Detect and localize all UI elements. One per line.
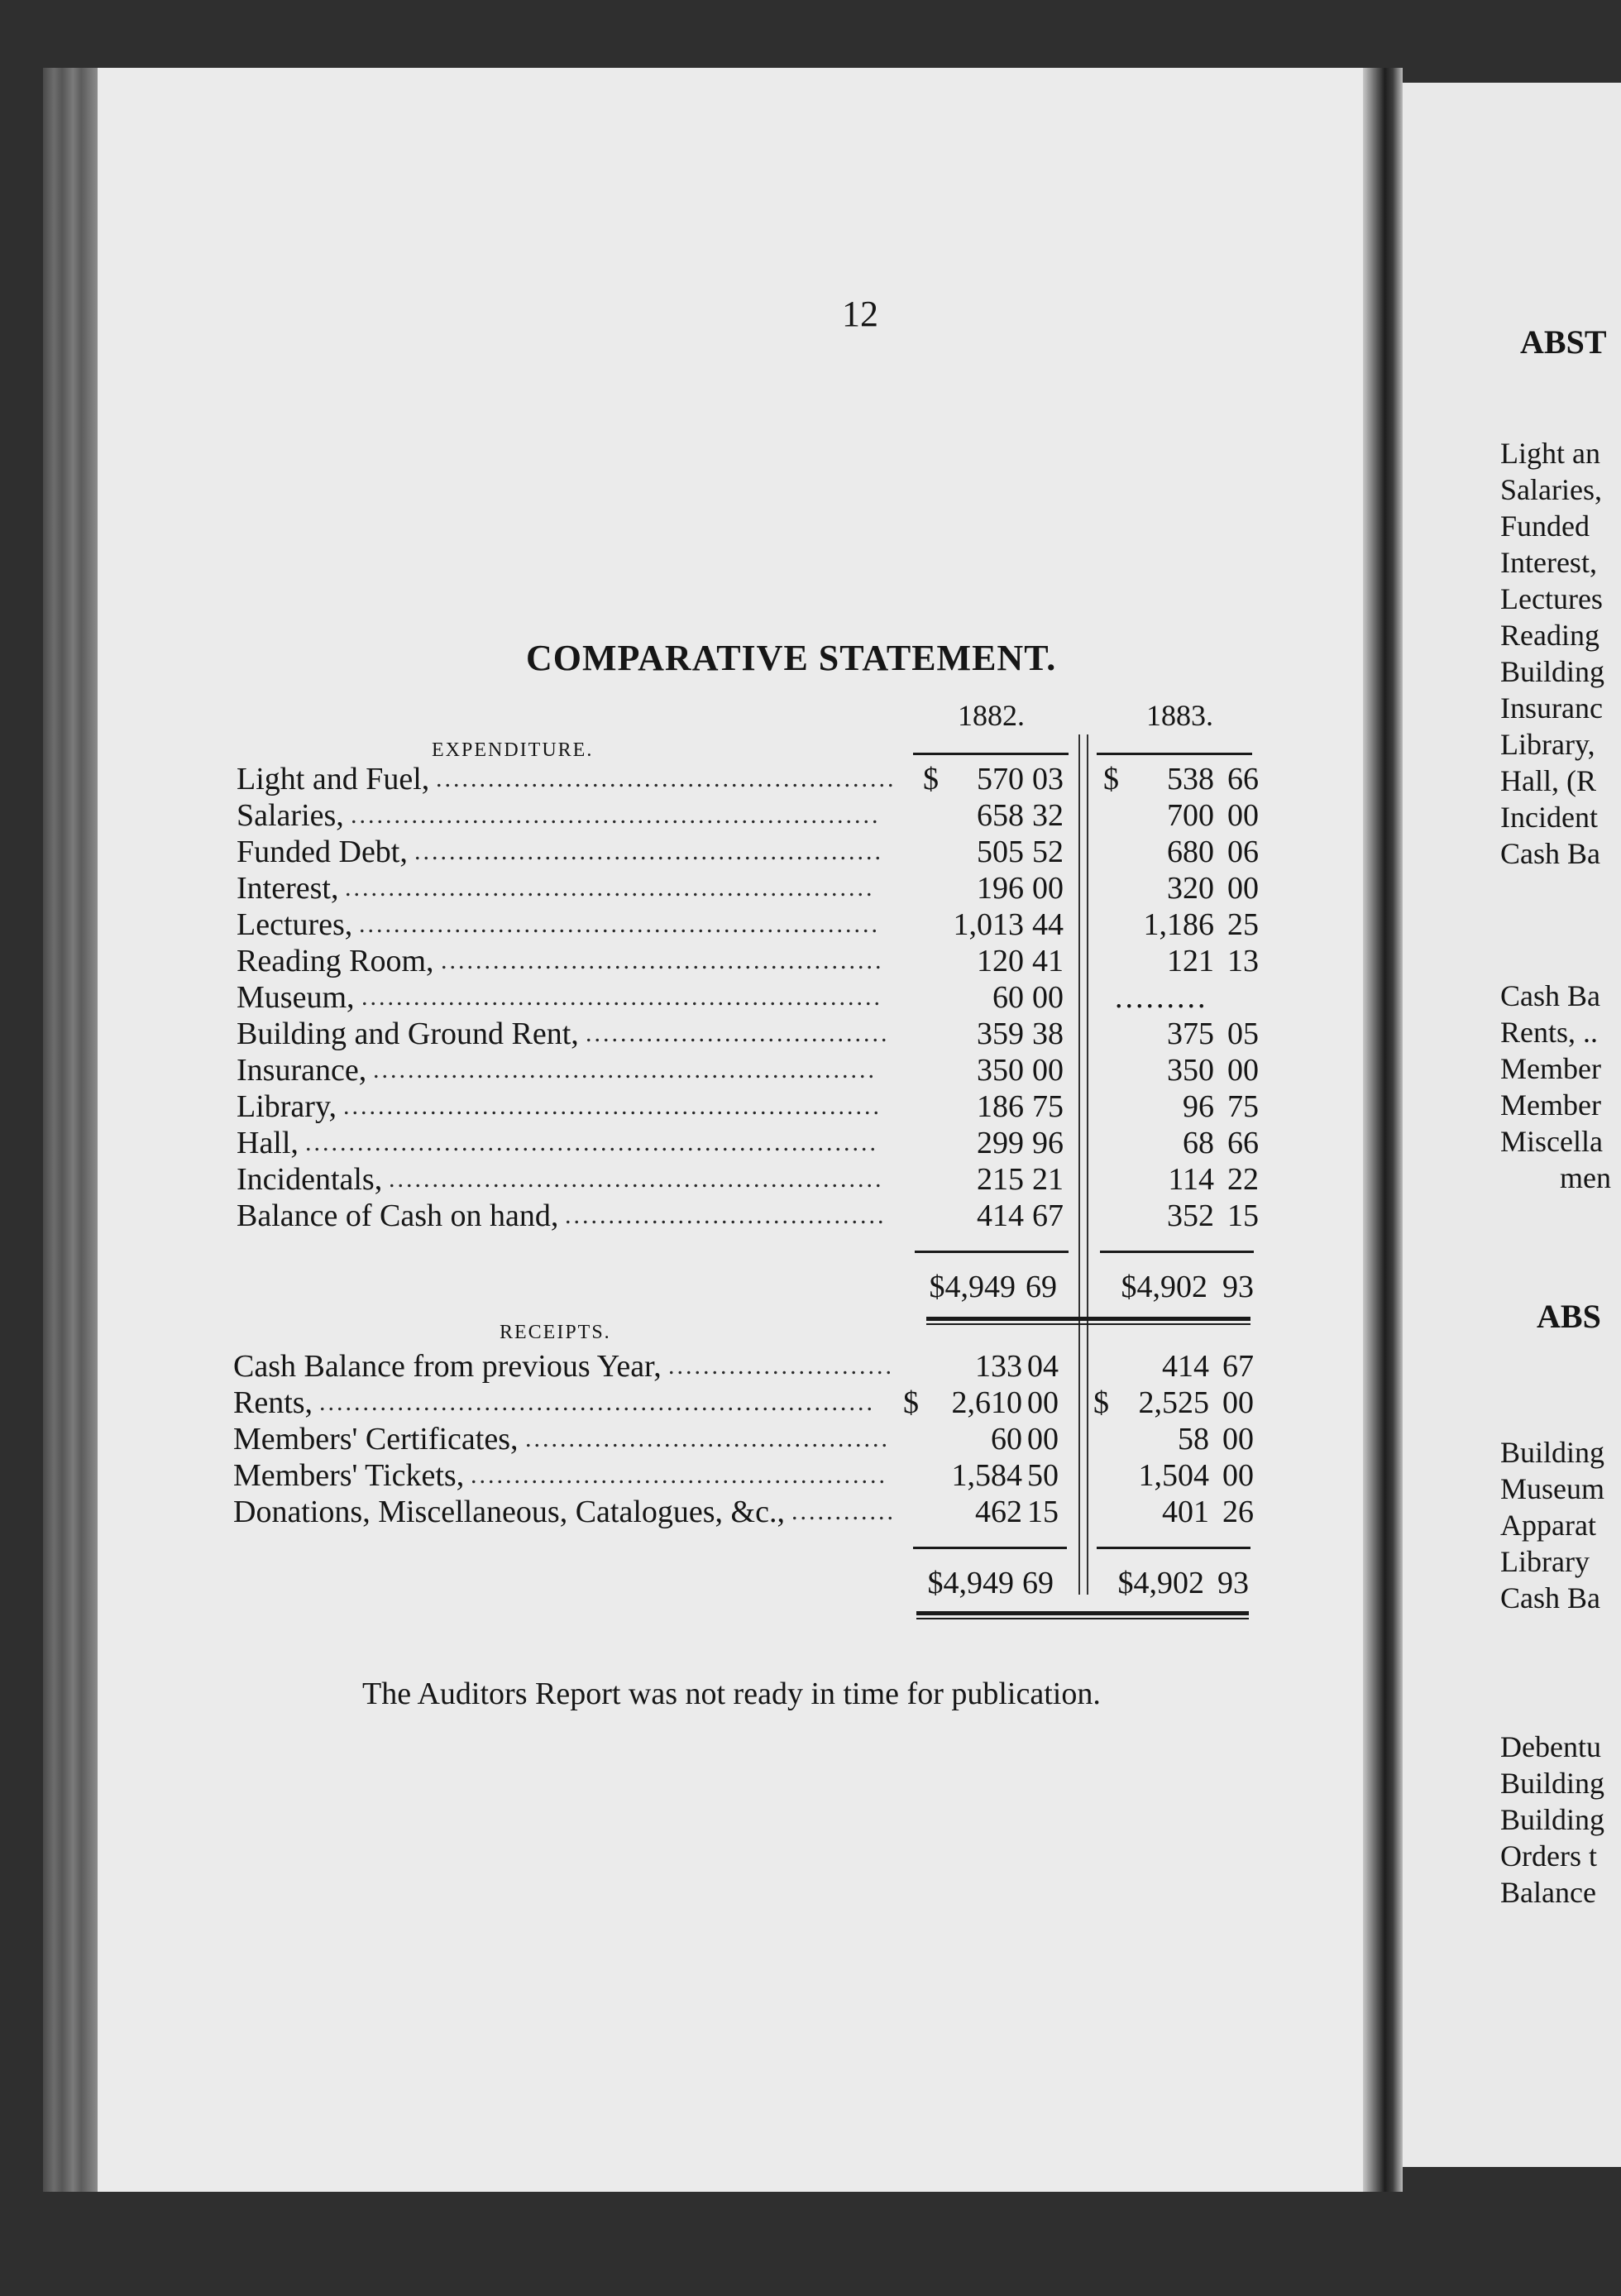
- expenditure-row-label: Reading Room,: [237, 944, 434, 978]
- exp-total-1883-cents: 93: [1222, 1270, 1254, 1304]
- leader-dots: ..................................................................: [305, 1129, 878, 1156]
- receipts-heading: RECEIPTS.: [500, 1322, 611, 1343]
- right-page-line: Building: [1500, 1767, 1605, 1800]
- amount-1882-dollars: 60: [991, 1422, 1022, 1457]
- leader-dots: ............: [791, 1498, 896, 1525]
- year-1883-header: 1883.: [1146, 699, 1213, 732]
- amount-1882-cents: 32: [1032, 798, 1064, 833]
- amount-1882-dollars: 359: [977, 1016, 1024, 1051]
- amount-1882-cents: 21: [1032, 1162, 1064, 1197]
- amount-1883-cents: 00: [1222, 1385, 1254, 1420]
- right-page-partial: [1403, 83, 1621, 2167]
- rec-total-1883-cents: 93: [1217, 1566, 1249, 1600]
- receipts-row: [98, 1421, 1363, 1457]
- leader-dots: ............................................................: [359, 911, 880, 938]
- right-page-line: Orders t: [1500, 1839, 1597, 1873]
- receipts-row-label: Members' Tickets,: [233, 1458, 465, 1493]
- amount-1882-dollars: 462: [975, 1495, 1022, 1529]
- leader-dots: ................................................: [471, 1461, 887, 1489]
- expenditure-row-label: Library,: [237, 1089, 337, 1124]
- exp-total-double-rule: [926, 1317, 1250, 1321]
- amount-1883-dollars: 2,525: [1138, 1385, 1209, 1420]
- left-page: [98, 68, 1363, 2192]
- dollar-sign-1883: $: [1103, 762, 1119, 796]
- expenditure-row: [98, 1161, 1363, 1198]
- amount-1882-cents: 00: [1027, 1385, 1059, 1420]
- receipts-row: [98, 1457, 1363, 1494]
- expenditure-row: [98, 943, 1363, 979]
- leader-dots: ................................................................: [319, 1389, 875, 1416]
- right-page-line: Apparat: [1500, 1509, 1596, 1542]
- amount-1883-dollars: 96: [1183, 1089, 1214, 1124]
- leader-dots: ...................................................: [441, 947, 884, 974]
- dollar-sign-1882: $: [923, 762, 939, 796]
- amount-1882-cents: 38: [1032, 1016, 1064, 1051]
- amount-1882-dollars: 1,013: [953, 907, 1024, 942]
- exp-subtotal-rule-1882: [915, 1251, 1069, 1253]
- amount-1882-dollars: 133: [975, 1349, 1022, 1384]
- expenditure-row-label: Interest,: [237, 871, 339, 906]
- expenditure-row-label: Funded Debt,: [237, 835, 408, 869]
- expenditure-row: [98, 1052, 1363, 1088]
- rec-total-1882-dollars: $4,949: [927, 1566, 1014, 1600]
- right-page-line: Balance: [1500, 1876, 1596, 1909]
- amount-1883-cents: 00: [1227, 871, 1259, 906]
- rec-subtotal-rule-1883: [1097, 1547, 1250, 1549]
- amount-1883-cents: 00: [1227, 1053, 1259, 1088]
- right-page-line: Miscella: [1500, 1125, 1603, 1158]
- leader-dots: .........................................................: [389, 1165, 884, 1193]
- leader-dots: .............................................................: [345, 874, 875, 902]
- expenditure-row: [98, 1125, 1363, 1161]
- amount-1883-dollars: 68: [1183, 1126, 1214, 1160]
- leader-dots: ......................................................: [414, 838, 883, 865]
- rec-subtotal-rule-1882: [913, 1547, 1067, 1549]
- amount-1882-cents: 67: [1032, 1198, 1064, 1233]
- amount-1882-cents: 44: [1032, 907, 1064, 942]
- right-page-line: Light an: [1500, 437, 1600, 470]
- expenditure-row: [98, 1088, 1363, 1125]
- right-page-line: Debentu: [1500, 1730, 1601, 1763]
- page-stack-edge: [43, 68, 98, 2192]
- dollar-sign-1882: $: [903, 1385, 919, 1420]
- amount-1882-cents: 50: [1027, 1458, 1059, 1493]
- right-page-line: Library,: [1500, 728, 1595, 761]
- amount-1882-cents: 15: [1027, 1495, 1059, 1529]
- amount-1882-cents: 96: [1032, 1126, 1064, 1160]
- right-page-line: Incident: [1500, 801, 1598, 834]
- amount-1883-dollars: 700: [1167, 798, 1214, 833]
- right-page-line: Rents, ..: [1500, 1016, 1599, 1049]
- right-page-line: Interest,: [1500, 546, 1597, 579]
- amount-1883-dollars: 401: [1162, 1495, 1209, 1529]
- right-page-line: Reading: [1500, 619, 1599, 652]
- exp-total-1882-cents: 69: [1026, 1270, 1057, 1304]
- page-number: 12: [842, 294, 878, 334]
- amount-1882-cents: 00: [1027, 1422, 1059, 1457]
- amount-1882-dollars: 2,610: [951, 1385, 1022, 1420]
- amount-1883-cents: 00: [1227, 798, 1259, 833]
- expenditure-row-label: Museum,: [237, 980, 355, 1015]
- expenditure-row-label: Incidentals,: [237, 1162, 383, 1197]
- right-page-line: Funded: [1500, 509, 1590, 543]
- amount-1882-cents: 00: [1032, 871, 1064, 906]
- rec-total-1883-dollars: $4,902: [1117, 1566, 1204, 1600]
- right-page-line: Building: [1500, 1436, 1605, 1469]
- amount-1882-dollars: 570: [977, 762, 1024, 796]
- amount-1883-dollars: 538: [1167, 762, 1214, 796]
- receipts-row-label: Members' Certificates,: [233, 1422, 519, 1457]
- expenditure-row-label: Light and Fuel,: [237, 762, 430, 796]
- amount-1883-dollars: 414: [1162, 1349, 1209, 1384]
- amount-1882-dollars: 350: [977, 1053, 1024, 1088]
- leader-dots: ...................................: [586, 1020, 890, 1047]
- amount-1883-dollars: 352: [1167, 1198, 1214, 1233]
- amount-1883-dollars: 58: [1178, 1422, 1209, 1457]
- amount-1883-dollars: 1,504: [1138, 1458, 1209, 1493]
- leader-dots: .............................................................: [351, 801, 881, 829]
- expenditure-row: [98, 834, 1363, 870]
- right-page-line: Member: [1500, 1052, 1601, 1085]
- receipts-row: [98, 1348, 1363, 1385]
- exp-total-double-rule-thin: [926, 1323, 1250, 1325]
- dollar-sign-1883: $: [1093, 1385, 1109, 1420]
- leader-dots: ..........................................................: [373, 1056, 877, 1083]
- amount-1883-cents: 05: [1227, 1016, 1259, 1051]
- right-page-line: Cash Ba: [1500, 979, 1600, 1012]
- amount-1883-cents: 13: [1227, 944, 1259, 978]
- expenditure-row: [98, 797, 1363, 834]
- leader-dots: .....................................: [565, 1202, 887, 1229]
- amount-1882-cents: 41: [1032, 944, 1064, 978]
- amount-1883-cents: 00: [1222, 1458, 1254, 1493]
- auditors-note: The Auditors Report was not ready in time for publication.: [362, 1677, 1101, 1711]
- amount-1882-cents: 52: [1032, 835, 1064, 869]
- receipts-row-label: Rents,: [233, 1385, 313, 1420]
- amount-1883-blank: .........: [1115, 980, 1208, 1015]
- expenditure-row-label: Balance of Cash on hand,: [237, 1198, 559, 1233]
- amount-1882-dollars: 414: [977, 1198, 1024, 1233]
- leader-dots: ..............................................................: [343, 1093, 882, 1120]
- amount-1883-dollars: 350: [1167, 1053, 1214, 1088]
- right-page-line: Building: [1500, 655, 1605, 688]
- amount-1882-dollars: 658: [977, 798, 1024, 833]
- expenditure-row: [98, 761, 1363, 797]
- rec-total-1882-cents: 69: [1022, 1566, 1054, 1600]
- amount-1882-cents: 75: [1032, 1089, 1064, 1124]
- expenditure-row-label: Hall,: [237, 1126, 299, 1160]
- amount-1883-cents: 67: [1222, 1349, 1254, 1384]
- statement-title: COMPARATIVE STATEMENT.: [526, 638, 1057, 678]
- receipts-row: [98, 1385, 1363, 1421]
- book-gutter: [1363, 68, 1403, 2192]
- amount-1883-dollars: 1,186: [1143, 907, 1214, 942]
- exp-subtotal-rule-1883: [1100, 1251, 1254, 1253]
- leader-dots: ..........................................: [525, 1425, 890, 1452]
- expenditure-row-label: Insurance,: [237, 1053, 367, 1088]
- right-page-line: Salaries,: [1500, 473, 1602, 506]
- right-heading-abstract-1: ABST: [1520, 323, 1607, 361]
- right-page-line: Cash Ba: [1500, 837, 1600, 870]
- right-page-line: Insuranc: [1500, 691, 1603, 725]
- rec-total-double-rule: [916, 1611, 1249, 1615]
- exp-total-1882-dollars: $4,949: [929, 1270, 1016, 1304]
- rec-total-double-rule-thin: [916, 1618, 1249, 1619]
- expenditure-row: [98, 979, 1363, 1016]
- amount-1883-dollars: 114: [1168, 1162, 1214, 1197]
- right-heading-abstract-2: ABS: [1537, 1298, 1601, 1335]
- amount-1883-cents: 22: [1227, 1162, 1259, 1197]
- right-page-line: men: [1560, 1161, 1611, 1194]
- amount-1882-dollars: 505: [977, 835, 1024, 869]
- amount-1882-dollars: 186: [977, 1089, 1024, 1124]
- amount-1882-dollars: 196: [977, 871, 1024, 906]
- header-rule-1882: [913, 753, 1069, 755]
- leader-dots: .....................................................: [436, 765, 897, 792]
- year-1882-header: 1882.: [958, 699, 1025, 732]
- leader-dots: ............................................................: [361, 983, 882, 1011]
- amount-1883-cents: 15: [1227, 1198, 1259, 1233]
- amount-1882-cents: 03: [1032, 762, 1064, 796]
- leader-dots: ..........................: [668, 1352, 894, 1380]
- amount-1882-dollars: 60: [992, 980, 1024, 1015]
- right-page-line: Lectures: [1500, 582, 1603, 615]
- amount-1883-dollars: 680: [1167, 835, 1214, 869]
- expenditure-row-label: Salaries,: [237, 798, 344, 833]
- amount-1883-dollars: 121: [1167, 944, 1214, 978]
- expenditure-row: [98, 906, 1363, 943]
- right-page-line: Hall, (R: [1500, 764, 1596, 797]
- amount-1883-cents: 66: [1227, 762, 1259, 796]
- amount-1883-cents: 06: [1227, 835, 1259, 869]
- amount-1882-cents: 00: [1032, 1053, 1064, 1088]
- expenditure-row: [98, 1016, 1363, 1052]
- header-rule-1883: [1097, 753, 1252, 755]
- amount-1883-cents: 00: [1222, 1422, 1254, 1457]
- expenditure-row: [98, 1198, 1363, 1234]
- right-page-line: Cash Ba: [1500, 1581, 1600, 1614]
- exp-total-1883-dollars: $4,902: [1121, 1270, 1207, 1304]
- amount-1883-dollars: 320: [1167, 871, 1214, 906]
- right-page-line: Library: [1500, 1545, 1590, 1578]
- receipts-row: [98, 1494, 1363, 1530]
- right-page-line: Museum: [1500, 1472, 1604, 1505]
- amount-1882-cents: 00: [1032, 980, 1064, 1015]
- amount-1883-cents: 66: [1227, 1126, 1259, 1160]
- receipts-row-label: Donations, Miscellaneous, Catalogues, &c.,: [233, 1495, 785, 1529]
- amount-1882-dollars: 120: [977, 944, 1024, 978]
- expenditure-heading: EXPENDITURE.: [432, 739, 594, 761]
- amount-1882-dollars: 215: [977, 1162, 1024, 1197]
- amount-1883-dollars: 375: [1167, 1016, 1214, 1051]
- amount-1882-cents: 04: [1027, 1349, 1059, 1384]
- amount-1883-cents: 75: [1227, 1089, 1259, 1124]
- amount-1883-cents: 26: [1222, 1495, 1254, 1529]
- expenditure-row: [98, 870, 1363, 906]
- expenditure-row-label: Lectures,: [237, 907, 353, 942]
- amount-1882-dollars: 299: [977, 1126, 1024, 1160]
- amount-1882-dollars: 1,584: [951, 1458, 1022, 1493]
- receipts-row-label: Cash Balance from previous Year,: [233, 1349, 662, 1384]
- amount-1883-cents: 25: [1227, 907, 1259, 942]
- right-page-line: Building: [1500, 1803, 1605, 1836]
- right-page-line: Member: [1500, 1088, 1601, 1122]
- expenditure-row-label: Building and Ground Rent,: [237, 1016, 579, 1051]
